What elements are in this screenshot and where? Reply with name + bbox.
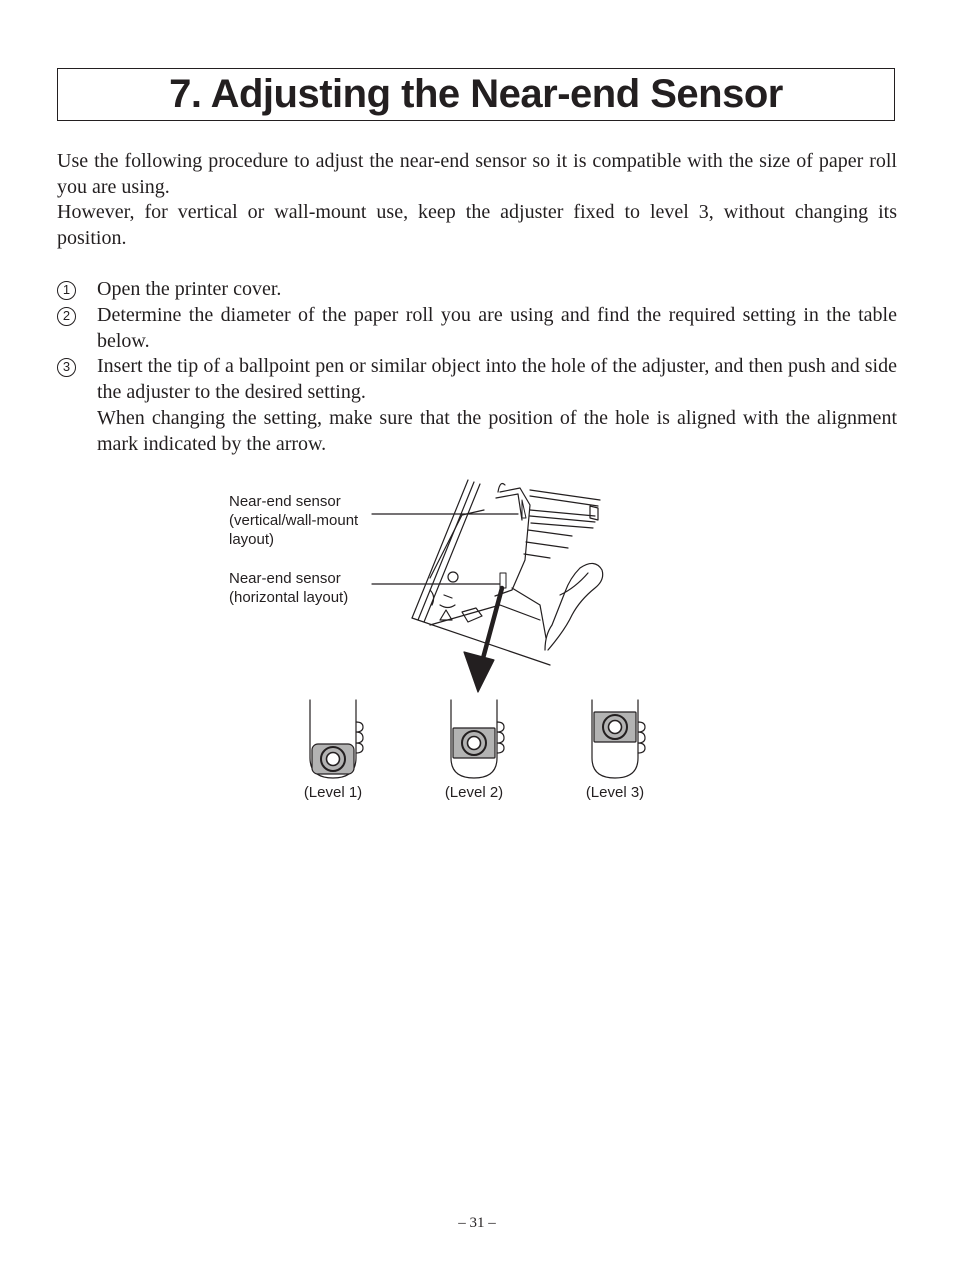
label-near-end-sensor-horizontal	[229, 569, 348, 607]
label-vertical-line-3: layout)	[229, 531, 275, 548]
label-horizontal-line-1: Near-end sensor	[229, 570, 341, 587]
procedure-steps	[57, 277, 897, 458]
alignment-arrow	[464, 588, 502, 692]
step-1-number: 1	[57, 281, 76, 300]
step-3-text: Insert the tip of a ballpoint pen or similar object into the hole of the adjuster, and then push and side the adjuster to the desired setting.	[97, 355, 897, 404]
step-2	[57, 303, 897, 355]
sensor-figure	[200, 470, 680, 820]
step-2-text: Determine the diameter of the paper roll you are using and find the required setting in the table below.	[97, 303, 897, 352]
step-3-note: When changing the setting, make sure that the position of the hole is aligned with the alignment mark indicated by the arrow.	[97, 406, 897, 455]
adjuster-level-1	[310, 700, 363, 778]
page-title: 7. Adjusting the Near-end Sensor	[169, 72, 783, 116]
step-1-text: Open the printer cover.	[97, 278, 282, 300]
adjuster-level-3	[592, 700, 645, 778]
step-2-number: 2	[57, 307, 76, 326]
step-1	[57, 277, 897, 303]
title-box	[57, 68, 895, 121]
label-level-3: (Level 3)	[585, 784, 645, 801]
page-number: – 31 –	[458, 1215, 496, 1231]
adjuster-level-2	[451, 700, 504, 778]
label-near-end-sensor-vertical	[229, 492, 358, 549]
label-horizontal-line-2: (horizontal layout)	[229, 589, 349, 606]
step-3	[57, 354, 897, 457]
step-3-number: 3	[57, 358, 76, 377]
label-vertical-line-2: (vertical/wall-mount	[229, 512, 359, 529]
intro-paragraph-1: Use the following procedure to adjust the near-end sensor so it is compatible with the size of paper roll you are using.	[57, 150, 897, 198]
intro-paragraph-2: However, for vertical or wall-mount use, keep the adjuster fixed to level 3, without changing its position.	[57, 201, 897, 249]
printer-mechanism	[412, 480, 603, 665]
label-vertical-line-1: Near-end sensor	[229, 493, 341, 510]
label-level-1: (Level 1)	[303, 784, 363, 801]
label-level-2: (Level 2)	[444, 784, 504, 801]
